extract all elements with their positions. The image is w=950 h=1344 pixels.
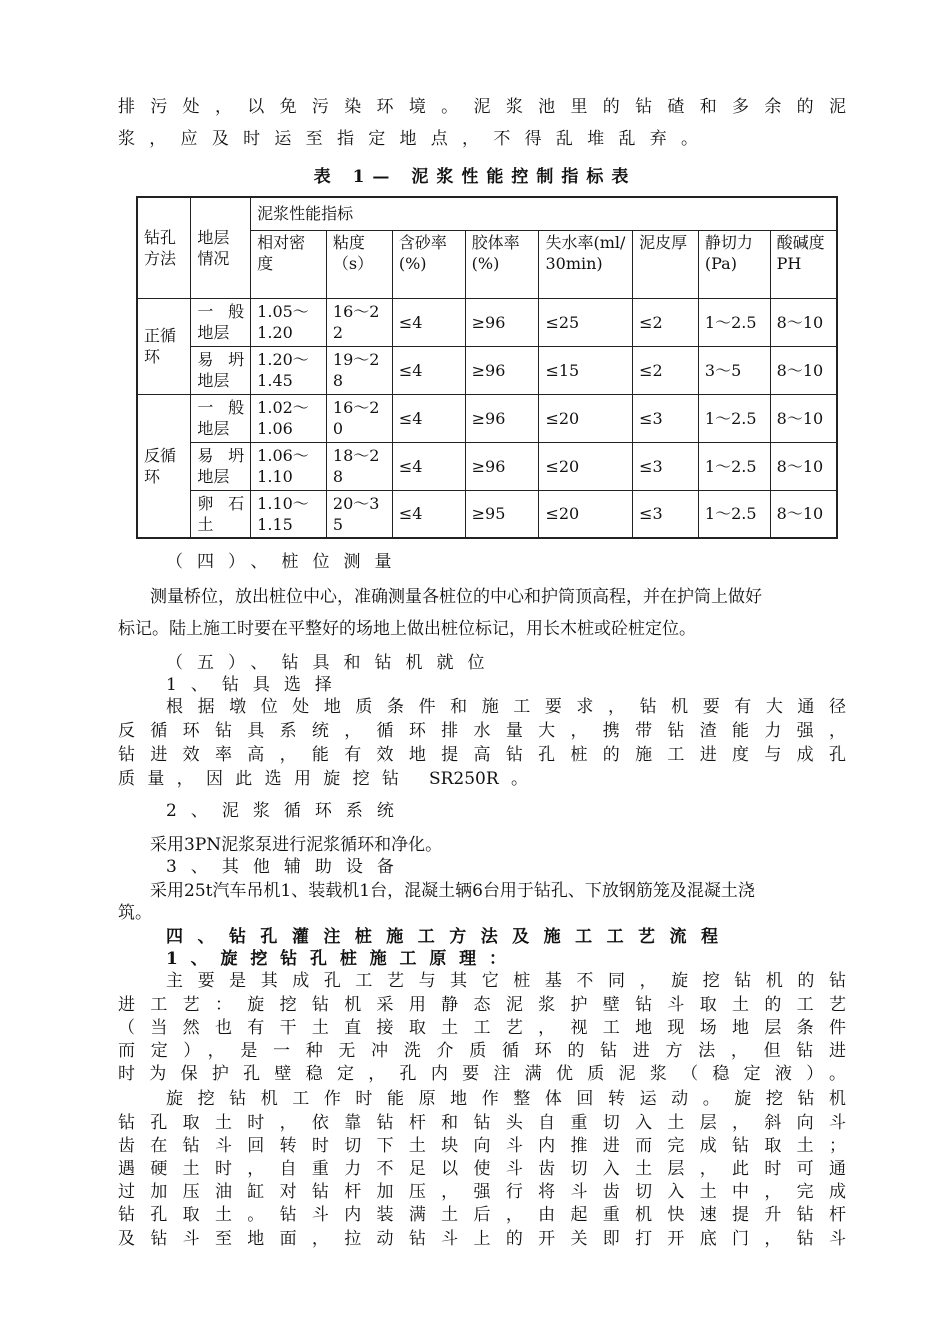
value-cell: ≤2: [633, 346, 699, 394]
stratum-cell: 易坍地层: [191, 346, 251, 394]
chapter-4-line: 齿在钻斗回转时切下土块向斗内推进而完成钻取土；: [118, 1136, 846, 1156]
value-cell: 1.20～1.45: [251, 346, 327, 394]
table-row: [137, 346, 837, 394]
table-row: [137, 394, 837, 442]
value-cell: ≤4: [392, 490, 465, 538]
section-5-line-2: 反循环钻具系统，循环排水量大，携带钻渣能力强，: [118, 721, 846, 741]
value-cell: ≥95: [465, 490, 539, 538]
value-cell: ≤4: [392, 442, 465, 490]
section-5-sub-2: 2、泥浆循环系统: [166, 801, 408, 821]
table-row: [137, 490, 837, 538]
value-cell: ≥96: [465, 298, 539, 346]
value-cell: 1～2.5: [698, 490, 770, 538]
value-cell: 8～10: [770, 442, 837, 490]
section-5-line-4: 质量，因此选用旋挖钻 SR250R。: [118, 769, 528, 789]
section-5-sub-3: 3、其他辅助设备: [166, 857, 408, 877]
value-cell: ≤20: [539, 490, 633, 538]
section-5-sub-1: 1、钻具选择: [166, 675, 346, 695]
value-cell: ≤15: [539, 346, 633, 394]
value-cell: 3～5: [698, 346, 770, 394]
value-cell: 1.05～1.20: [251, 298, 327, 346]
value-cell: 20～35: [326, 490, 392, 538]
chapter-4-line: 进工艺：旋挖钻机采用静态泥浆护壁钻斗取土的工艺: [118, 995, 846, 1015]
section-4-para-1: 测量桥位，放出桩位中心，准确测量各桩位的中心和护筒顶高程，并在护筒上做好: [150, 587, 762, 607]
drill-method-cell: 反循环: [137, 394, 191, 538]
table-row: [137, 442, 837, 490]
value-cell: 1～2.5: [698, 298, 770, 346]
value-cell: ≤20: [539, 394, 633, 442]
value-cell: ≥96: [465, 346, 539, 394]
intro-line-1: 排污处，以免污染环境。泥浆池里的钻碴和多余的泥: [118, 97, 846, 117]
value-cell: ≤3: [633, 490, 699, 538]
value-cell: ≤25: [539, 298, 633, 346]
chapter-4-line: 及钻斗至地面，拉动钻斗上的开关即打开底门，钻斗: [118, 1229, 846, 1249]
drill-method-cell: 正循环: [137, 298, 191, 394]
value-cell: ≤2: [633, 298, 699, 346]
chapter-4-heading: 四、钻孔灌注桩施工方法及施工工艺流程: [166, 927, 718, 947]
value-cell: ≤4: [392, 394, 465, 442]
value-cell: ≤20: [539, 442, 633, 490]
stratum-cell: 一般地层: [191, 298, 251, 346]
chapter-4-line: 过加压油缸对钻杆加压，强行将斗齿切入土中，完成: [118, 1182, 846, 1202]
section-5-sub-3-text-2: 筑。: [118, 903, 152, 923]
header-col-0: 相对密度: [251, 230, 327, 298]
header-col-2: 含砂率(%): [392, 230, 465, 298]
value-cell: ≤4: [392, 346, 465, 394]
header-col-3: 胶体率(%): [465, 230, 539, 298]
value-cell: 1.10～1.15: [251, 490, 327, 538]
header-col-1: 粘度（s）: [326, 230, 392, 298]
section-5-line-1: 根据墩位处地质条件和施工要求，钻机要有大通径: [166, 697, 846, 717]
header-col-7: 酸碱度PH: [770, 230, 837, 298]
intro-line-2: 浆，应及时运至指定地点，不得乱堆乱弃。: [118, 129, 698, 149]
section-5-sub-3-text-1: 采用25t汽车吊机1、装载机1台，混凝土辆6台用于钻孔、下放钢筋笼及混凝土浇: [150, 881, 755, 901]
table-row: [137, 298, 837, 346]
header-drill-method: 钻孔方法: [137, 197, 191, 298]
value-cell: 1～2.5: [698, 394, 770, 442]
value-cell: 8～10: [770, 346, 837, 394]
value-cell: 1.06～1.10: [251, 442, 327, 490]
header-group: 泥浆性能指标: [251, 197, 837, 230]
chapter-4-line: 钻孔取土时，依靠钻杆和钻头自重切入土层，斜向斗: [118, 1113, 846, 1133]
value-cell: 16～22: [326, 298, 392, 346]
section-4-para-2: 标记。陆上施工时要在平整好的场地上做出桩位标记，用长木桩或砼桩定位。: [118, 619, 696, 639]
stratum-cell: 一般地层: [191, 394, 251, 442]
section-4-heading: （四）、桩位测量: [166, 552, 406, 572]
section-5-sub-2-text: 采用3PN泥浆泵进行泥浆循环和净化。: [150, 835, 443, 855]
value-cell: 8～10: [770, 298, 837, 346]
table-caption: 表 1— 泥浆性能控制指标表: [313, 167, 637, 187]
value-cell: ≥96: [465, 394, 539, 442]
chapter-4-line: 时为保护孔壁稳定，孔内要注满优质泥浆（稳定液）。: [118, 1064, 846, 1084]
value-cell: 18～28: [326, 442, 392, 490]
chapter-4-line: 而定），是一种无冲洗介质循环的钻进方法，但钻进: [118, 1041, 846, 1061]
header-col-6: 静切力(Pa): [698, 230, 770, 298]
value-cell: 16～20: [326, 394, 392, 442]
stratum-cell: 卵石土: [191, 490, 251, 538]
chapter-4-line: 钻孔取土。钻斗内装满土后，由起重机快速提升钻杆: [118, 1205, 846, 1225]
stratum-cell: 易坍地层: [191, 442, 251, 490]
value-cell: ≤3: [633, 394, 699, 442]
value-cell: 19～28: [326, 346, 392, 394]
value-cell: ≤4: [392, 298, 465, 346]
value-cell: 1～2.5: [698, 442, 770, 490]
section-5-line-3: 钻进效率高，能有效地提高钻孔桩的施工进度与成孔: [118, 745, 846, 765]
value-cell: 1.02～1.06: [251, 394, 327, 442]
chapter-4-line: 遇硬土时，自重力不足以使斗齿切入土层，此时可通: [118, 1159, 846, 1179]
chapter-4-line: 主要是其成孔工艺与其它桩基不同，旋挖钻机的钻: [166, 971, 846, 991]
value-cell: 8～10: [770, 394, 837, 442]
value-cell: ≥96: [465, 442, 539, 490]
header-stratum: 地层情况: [191, 197, 251, 298]
chapter-4-sub: 1、旋挖钻孔桩施工原理：: [166, 949, 506, 969]
value-cell: 8～10: [770, 490, 837, 538]
value-cell: ≤3: [633, 442, 699, 490]
mud-performance-table: [136, 196, 838, 539]
header-col-4: 失水率(ml/30min): [539, 230, 633, 298]
section-5-heading: （五）、钻具和钻机就位: [166, 653, 499, 673]
chapter-4-line: 旋挖钻机工作时能原地作整体回转运动。旋挖钻机: [166, 1089, 846, 1109]
chapter-4-line: （当然也有干土直接取土工艺，视工地现场地层条件: [118, 1018, 846, 1038]
header-col-5: 泥皮厚: [633, 230, 699, 298]
